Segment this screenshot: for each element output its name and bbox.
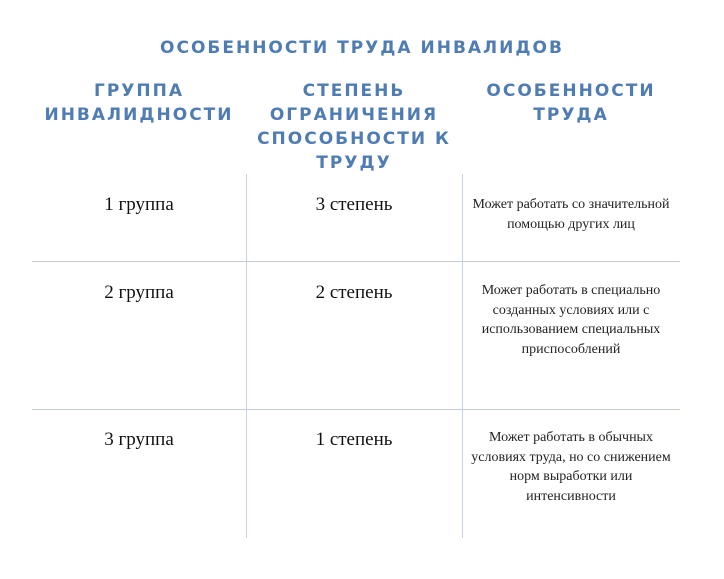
header-degree: СТЕПЕНЬ ОГРАНИЧЕНИЯ СПОСОБНОСТИ К ТРУДУ [257,81,451,173]
header-group: ГРУППА ИНВАЛИДНОСТИ [44,81,234,125]
cell-group: 1 группа [104,194,174,215]
column-divider [246,174,247,538]
header-features: ОСОБЕННОСТИ ТРУДА [486,81,656,125]
cell-group: 2 группа [104,282,174,303]
cell-features: Может работать в обычных условиях труда, но со снижением норм выработки или интенсивности [471,430,671,504]
cell-degree: 2 степень [315,282,393,303]
cell-features: Может работать со значительной помощью других лиц [472,197,670,232]
column-divider [462,174,463,538]
cell-degree: 1 степень [315,429,393,450]
cell-features: Может работать в специально созданных условиях или с использованием специальных приспособлений [481,283,661,357]
cell-degree: 3 степень [315,194,393,215]
row-divider [32,261,680,262]
cell-group: 3 группа [104,429,174,450]
row-divider [32,409,680,410]
page-title: ОСОБЕННОСТИ ТРУДА ИНВАЛИДОВ [160,38,564,58]
